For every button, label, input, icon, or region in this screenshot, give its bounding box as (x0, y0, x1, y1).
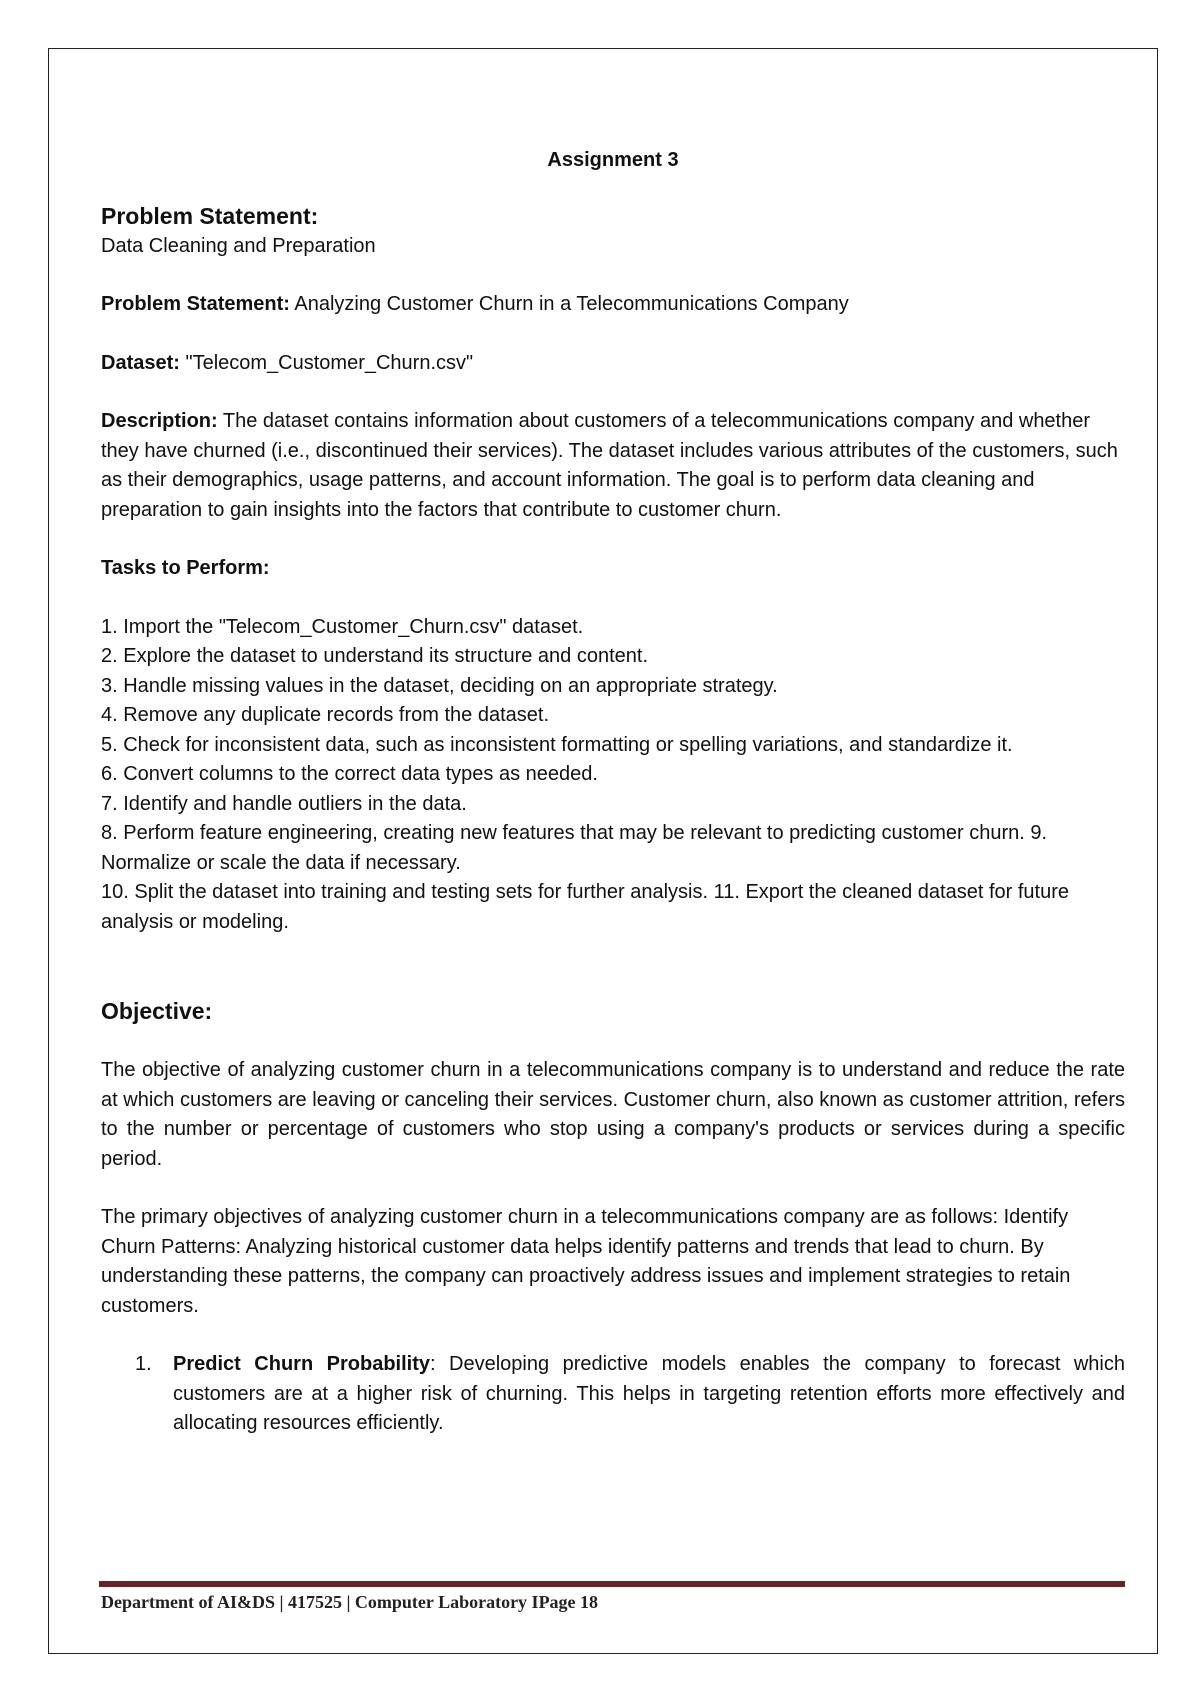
objective-heading: Objective: (101, 998, 213, 1024)
objective-list-item (135, 1350, 1125, 1439)
assignment-title: Assignment 3 (547, 149, 679, 171)
objective-paragraph-2: The primary objectives of analyzing customer churn in a telecommunications company are as follows: Identify Churn Patterns: Analyzing historical customer data helps identify patterns and trends that lead to churn. By understanding these patterns, the company can proactively address issues and implement strategies to retain customers. (101, 1206, 1071, 1317)
problem-statement-line (101, 290, 1125, 320)
objective-item-label: Predict Churn Probability (173, 1353, 430, 1375)
task-item: 10. Split the dataset into training and testing sets for further analysis. 11. Export the cleaned dataset for future analysis or modeling. (101, 881, 1069, 933)
description-label: Description: (101, 410, 218, 432)
problem-statement-text: Analyzing Customer Churn in a Telecommunications Company (289, 293, 849, 315)
dataset-line (101, 349, 1125, 379)
page-footer: Department of AI&DS | 417525 | Computer Laboratory IPage 18 (101, 1592, 599, 1612)
task-item: 7. Identify and handle outliers in the data. (101, 792, 467, 815)
task-item: 5. Check for inconsistent data, such as inconsistent formatting or spelling variations, and standardize it. (101, 733, 1013, 756)
objective-list (101, 1350, 1125, 1439)
list-number: 1. (135, 1353, 152, 1375)
tasks-heading: Tasks to Perform: (101, 557, 270, 579)
objective-item-text: : Developing predictive models enables the company to forecast which customers are at a higher risk of churning. This helps in targeting retention efforts more effectively and allocating resources efficiently. (173, 1353, 1125, 1434)
task-item: 8. Perform feature engineering, creating new features that may be relevant to predicting customer churn. 9. Normalize or scale the data if necessary. (101, 822, 1048, 874)
tasks-list (101, 613, 1125, 938)
task-item: 3. Handle missing values in the dataset, deciding on an appropriate strategy. (101, 674, 778, 697)
document-body (101, 146, 1125, 1439)
dataset-label: Dataset: (101, 351, 180, 374)
task-item: 1. Import the "Telecom_Customer_Churn.csv" dataset. (101, 615, 584, 638)
description-paragraph (101, 407, 1125, 525)
problem-statement-heading: Problem Statement: (101, 202, 319, 229)
task-item: 4. Remove any duplicate records from the dataset. (101, 704, 550, 726)
task-item: 6. Convert columns to the correct data types as needed. (101, 763, 598, 785)
task-item: 2. Explore the dataset to understand its structure and content. (101, 645, 649, 667)
footer-rule (99, 1581, 1125, 1587)
description-text: The dataset contains information about customers of a telecommunications company and whether they have churned (i.e., discontinued their services). The dataset includes various attributes of the customers, such as their demographics, usage patterns, and account information. The goal is to perform data cleaning and preparation to gain insights into the factors that contribute to customer churn. (101, 410, 1118, 521)
dataset-text: "Telecom_Customer_Churn.csv" (179, 351, 474, 374)
problem-statement-subtitle: Data Cleaning and Preparation (101, 234, 376, 257)
objective-paragraph-1: The objective of analyzing customer churn in a telecommunications company is to understand and reduce the rate at which customers are leaving or canceling their services. Customer churn, also known as customer attrition, refers to the number or percentage of customers who stop using a company's products or services during a specific period. (101, 1059, 1125, 1170)
problem-statement-label: Problem Statement: (101, 293, 290, 315)
